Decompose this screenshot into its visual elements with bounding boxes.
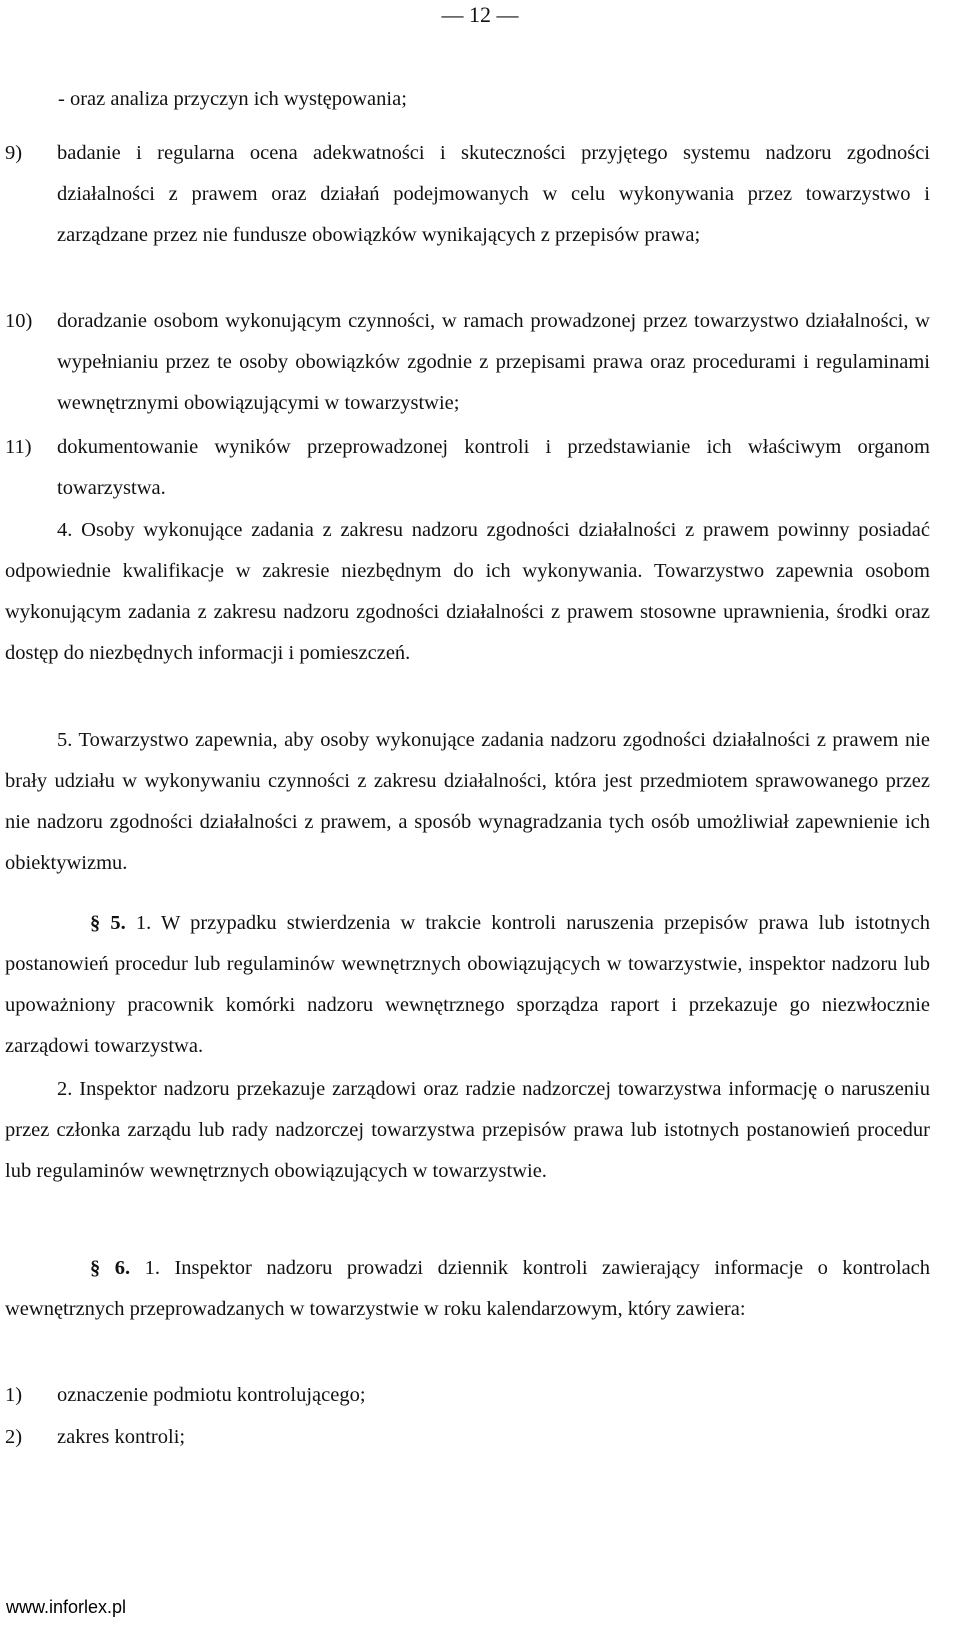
section-5-paragraph-2: 2. Inspektor nadzoru przekazuje zarządowi oraz radzie nadzorczej towarzystwa informację o naruszeniu przez członka zarządu lub rady nadzorczej towarzystwa przepisów prawa lub istotnych postanowień procedur lub regulaminów wewnętrznych obowiązujących w towarzystwie.	[5, 1078, 930, 1182]
list-item-number: 9)	[5, 142, 23, 164]
list-item-number: 1)	[5, 1384, 23, 1406]
list-item-text: dokumentowanie wyników przeprowadzonej kontroli i przedstawianie ich właściwym organom towarzystwa.	[57, 436, 930, 499]
list-item	[5, 133, 930, 256]
list-item	[5, 427, 930, 509]
section-5-heading: § 5.	[90, 912, 126, 934]
list-item-number: 11)	[5, 436, 32, 458]
list-item	[5, 301, 930, 424]
continuation-line: - oraz analiza przyczyn ich występowania;	[58, 88, 407, 110]
list-item	[5, 1417, 930, 1458]
page-number: — 12 —	[441, 2, 519, 27]
list-item-number: 10)	[5, 310, 33, 332]
section-6-heading: § 6.	[90, 1257, 131, 1279]
list-item-number: 2)	[5, 1426, 23, 1448]
list-item-text: doradzanie osobom wykonującym czynności, w ramach prowadzonej przez towarzystwo działalności, w wypełnianiu przez te osoby obowiązków zgodnie z przepisami prawa oraz procedurami i regulaminami wewnętrznymi obowiązującymi w towarzystwie;	[57, 310, 930, 414]
section-6-text-1: 1. Inspektor nadzoru prowadzi dziennik kontroli zawierający informacje o kontrolach wewnętrznych przeprowadzanych w towarzystwie w roku kalendarzowym, który zawiera:	[5, 1257, 931, 1320]
section-5-text-1: 1. W przypadku stwierdzenia w trakcie kontroli naruszenia przepisów prawa lub istotnych postanowień procedur lub regulaminów wewnętrznych obowiązujących w towarzystwie, inspektor nadzoru lub upoważniony pracownik komórki nadzoru wewnętrznego sporządza raport i przekazuje go niezwłocznie zarządowi towarzystwa.	[5, 912, 931, 1057]
paragraph-4: 4. Osoby wykonujące zadania z zakresu nadzoru zgodności działalności z prawem powinny posiadać odpowiednie kwalifikacje w zakresie niezbędnym do ich wykonywania. Towarzystwo zapewnia osobom wykonującym zadania z zakresu nadzoru zgodności działalności z prawem stosowne uprawnienia, środki oraz dostęp do niezbędnych informacji i pomieszczeń.	[5, 519, 930, 664]
list-item-text: badanie i regularna ocena adekwatności i skuteczności przyjętego systemu nadzoru zgodności działalności z prawem oraz działań podejmowanych w celu wykonywania przez towarzystwo i zarządzane przez nie fundusze obowiązków wynikających z przepisów prawa;	[57, 142, 930, 246]
section-5-paragraph-1	[5, 903, 930, 1067]
list-item-text: zakres kontroli;	[57, 1426, 186, 1448]
footer-url: www.inforlex.pl	[6, 1597, 127, 1617]
list-item-text: oznaczenie podmiotu kontrolującego;	[57, 1384, 366, 1406]
list-item	[5, 1375, 930, 1416]
section-6-paragraph-1	[5, 1248, 930, 1330]
paragraph-5: 5. Towarzystwo zapewnia, aby osoby wykonujące zadania nadzoru zgodności działalności z prawem nie brały udziału w wykonywaniu czynności z zakresu działalności, która jest przedmiotem sprawowanego przez nie nadzoru zgodności działalności z prawem, a sposób wynagradzania tych osób umożliwiał zapewnienie ich obiektywizmu.	[5, 729, 930, 874]
